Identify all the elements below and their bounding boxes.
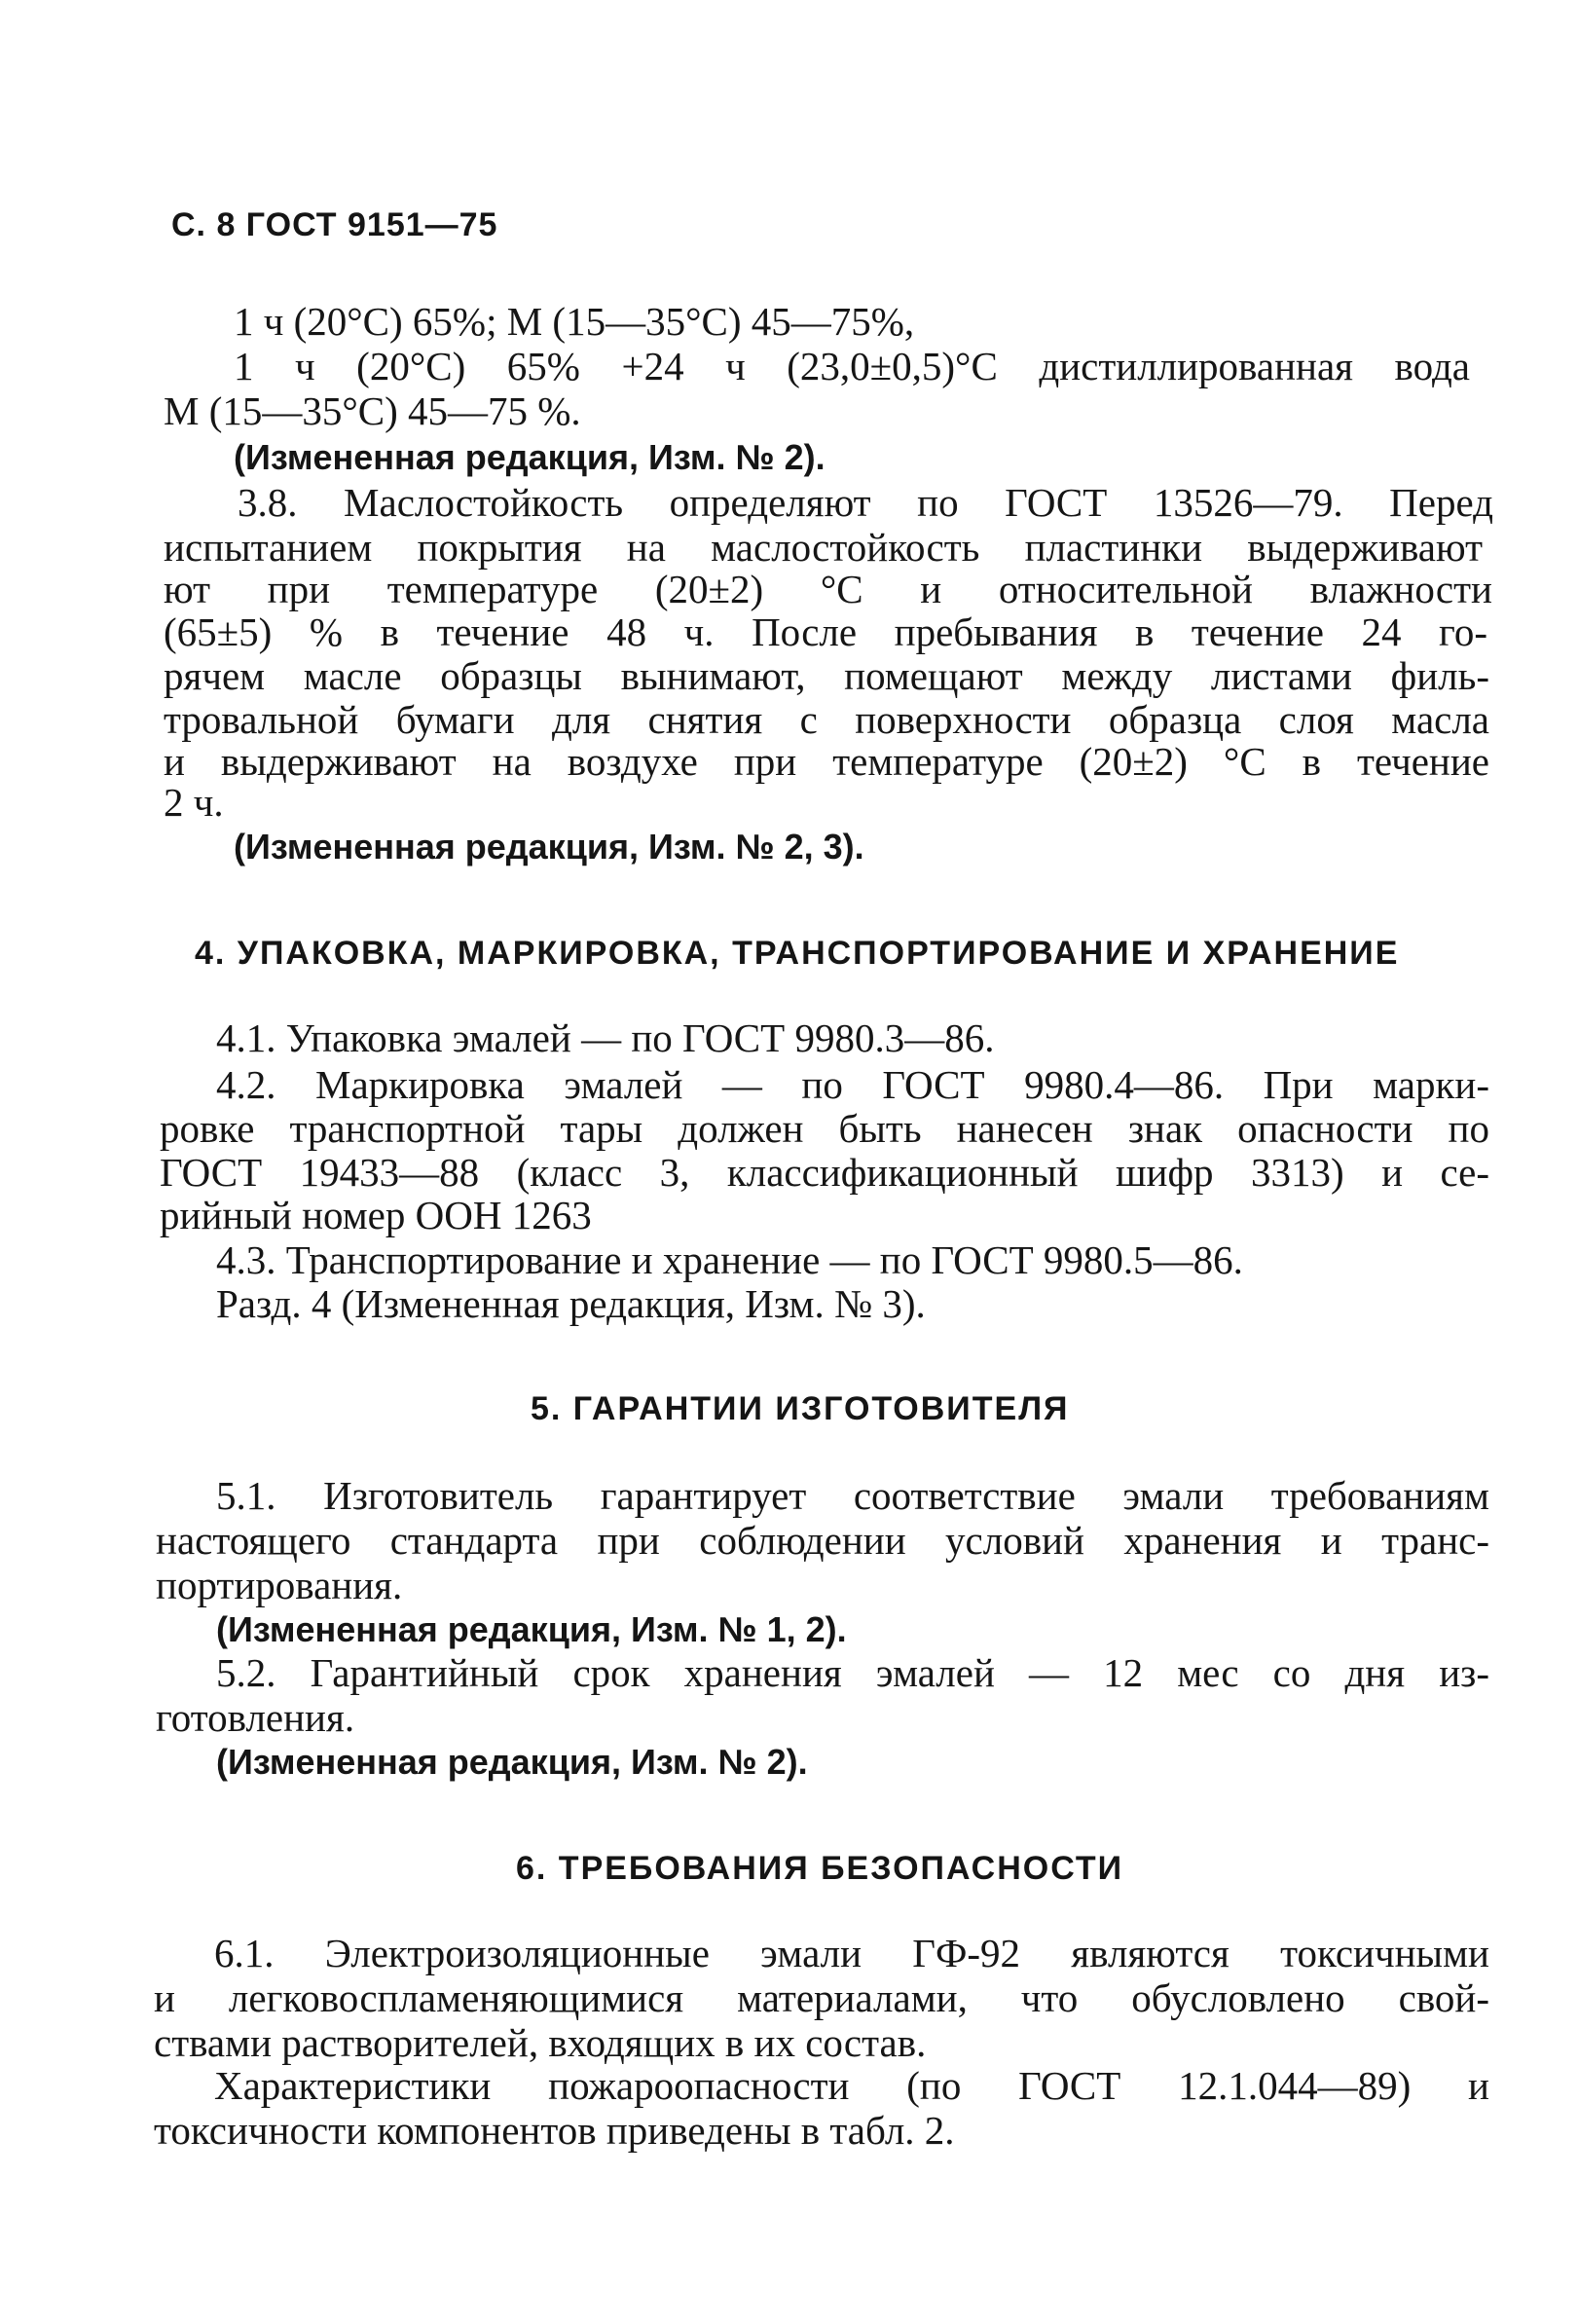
page-header: С. 8 ГОСТ 9151—75 [171,206,498,243]
text-line: ствами растворителей, входящих в их состав. [154,2020,927,2065]
text-line: 4.1. Упаковка эмалей — по ГОСТ 9980.3—86. [216,1015,995,1060]
text-line: портирования. [156,1563,403,1607]
text-line: 1 ч (20°С) 65% +24 ч (23,0±0,5)°С дистиллированная вода [234,344,1470,388]
text-line: рячем масле образцы вынимают, помещают между листами филь- [164,653,1489,698]
text-line: 4.3. Транспортирование и хранение — по ГОСТ 9980.5—86. [216,1237,1243,1282]
text-line: тровальной бумаги для снятия с поверхности образца слоя масла [164,697,1489,742]
text-line: и легковоспламеняющимися материалами, что обусловлено свой- [154,1975,1489,2020]
text-line: токсичности компонентов приведены в табл. 2. [154,2108,955,2153]
text-line: готовления. [156,1695,355,1740]
section-heading: 5. ГАРАНТИИ ИЗГОТОВИТЕЛЯ [531,1390,1070,1427]
amendment-note: (Измененная редакция, Изм. № 2, 3). [234,827,864,867]
section-heading: 6. ТРЕБОВАНИЯ БЕЗОПАСНОСТИ [516,1850,1124,1887]
text-line: ГОСТ 19433—88 (класс 3, классификационный шифр 3313) и се- [160,1150,1489,1195]
text-line: 4.2. Маркировка эмалей — по ГОСТ 9980.4—86. При марки- [216,1062,1489,1107]
section-heading: 4. УПАКОВКА, МАРКИРОВКА, ТРАНСПОРТИРОВАНИЕ И ХРАНЕНИЕ [195,935,1400,972]
amendment-note: (Измененная редакция, Изм. № 2). [216,1742,808,1782]
text-line: ют при температуре (20±2) °С и относительной влажности [164,567,1492,611]
text-line: 6.1. Электроизоляционные эмали ГФ-92 являются токсичными [214,1931,1489,1975]
amendment-note: Разд. 4 (Измененная редакция, Изм. № 3). [216,1281,926,1326]
text-line: ровке транспортной тары должен быть нанесен знак опасности по [160,1106,1489,1151]
text-line: настоящего стандарта при соблюдении условий хранения и транс- [156,1518,1489,1563]
text-line: М (15—35°С) 45—75 %. [164,388,581,433]
text-line: 2 ч. [164,780,224,825]
text-line: (65±5) % в течение 48 ч. После пребывания в течение 24 го- [164,609,1487,654]
text-line: рийный номер ООН 1263 [160,1193,592,1237]
text-line: Характеристики пожароопасности (по ГОСТ 12.1.044—89) и [214,2063,1489,2108]
amendment-note: (Измененная редакция, Изм. № 1, 2). [216,1609,847,1649]
text-line: 3.8. Маслостойкость определяют по ГОСТ 13526—79. Перед [238,480,1493,525]
text-line: 1 ч (20°С) 65%; М (15—35°С) 45—75%, [234,299,915,344]
amendment-note: (Измененная редакция, Изм. № 2). [234,437,826,477]
text-line: 5.1. Изготовитель гарантирует соответствие эмали требованиям [216,1473,1489,1518]
text-line: 5.2. Гарантийный срок хранения эмалей — 12 мес со дня из- [216,1650,1489,1695]
text-line: испытанием покрытия на маслостойкость пластинки выдерживают [164,525,1483,570]
text-line: и выдерживают на воздухе при температуре (20±2) °С в течение [164,739,1489,784]
